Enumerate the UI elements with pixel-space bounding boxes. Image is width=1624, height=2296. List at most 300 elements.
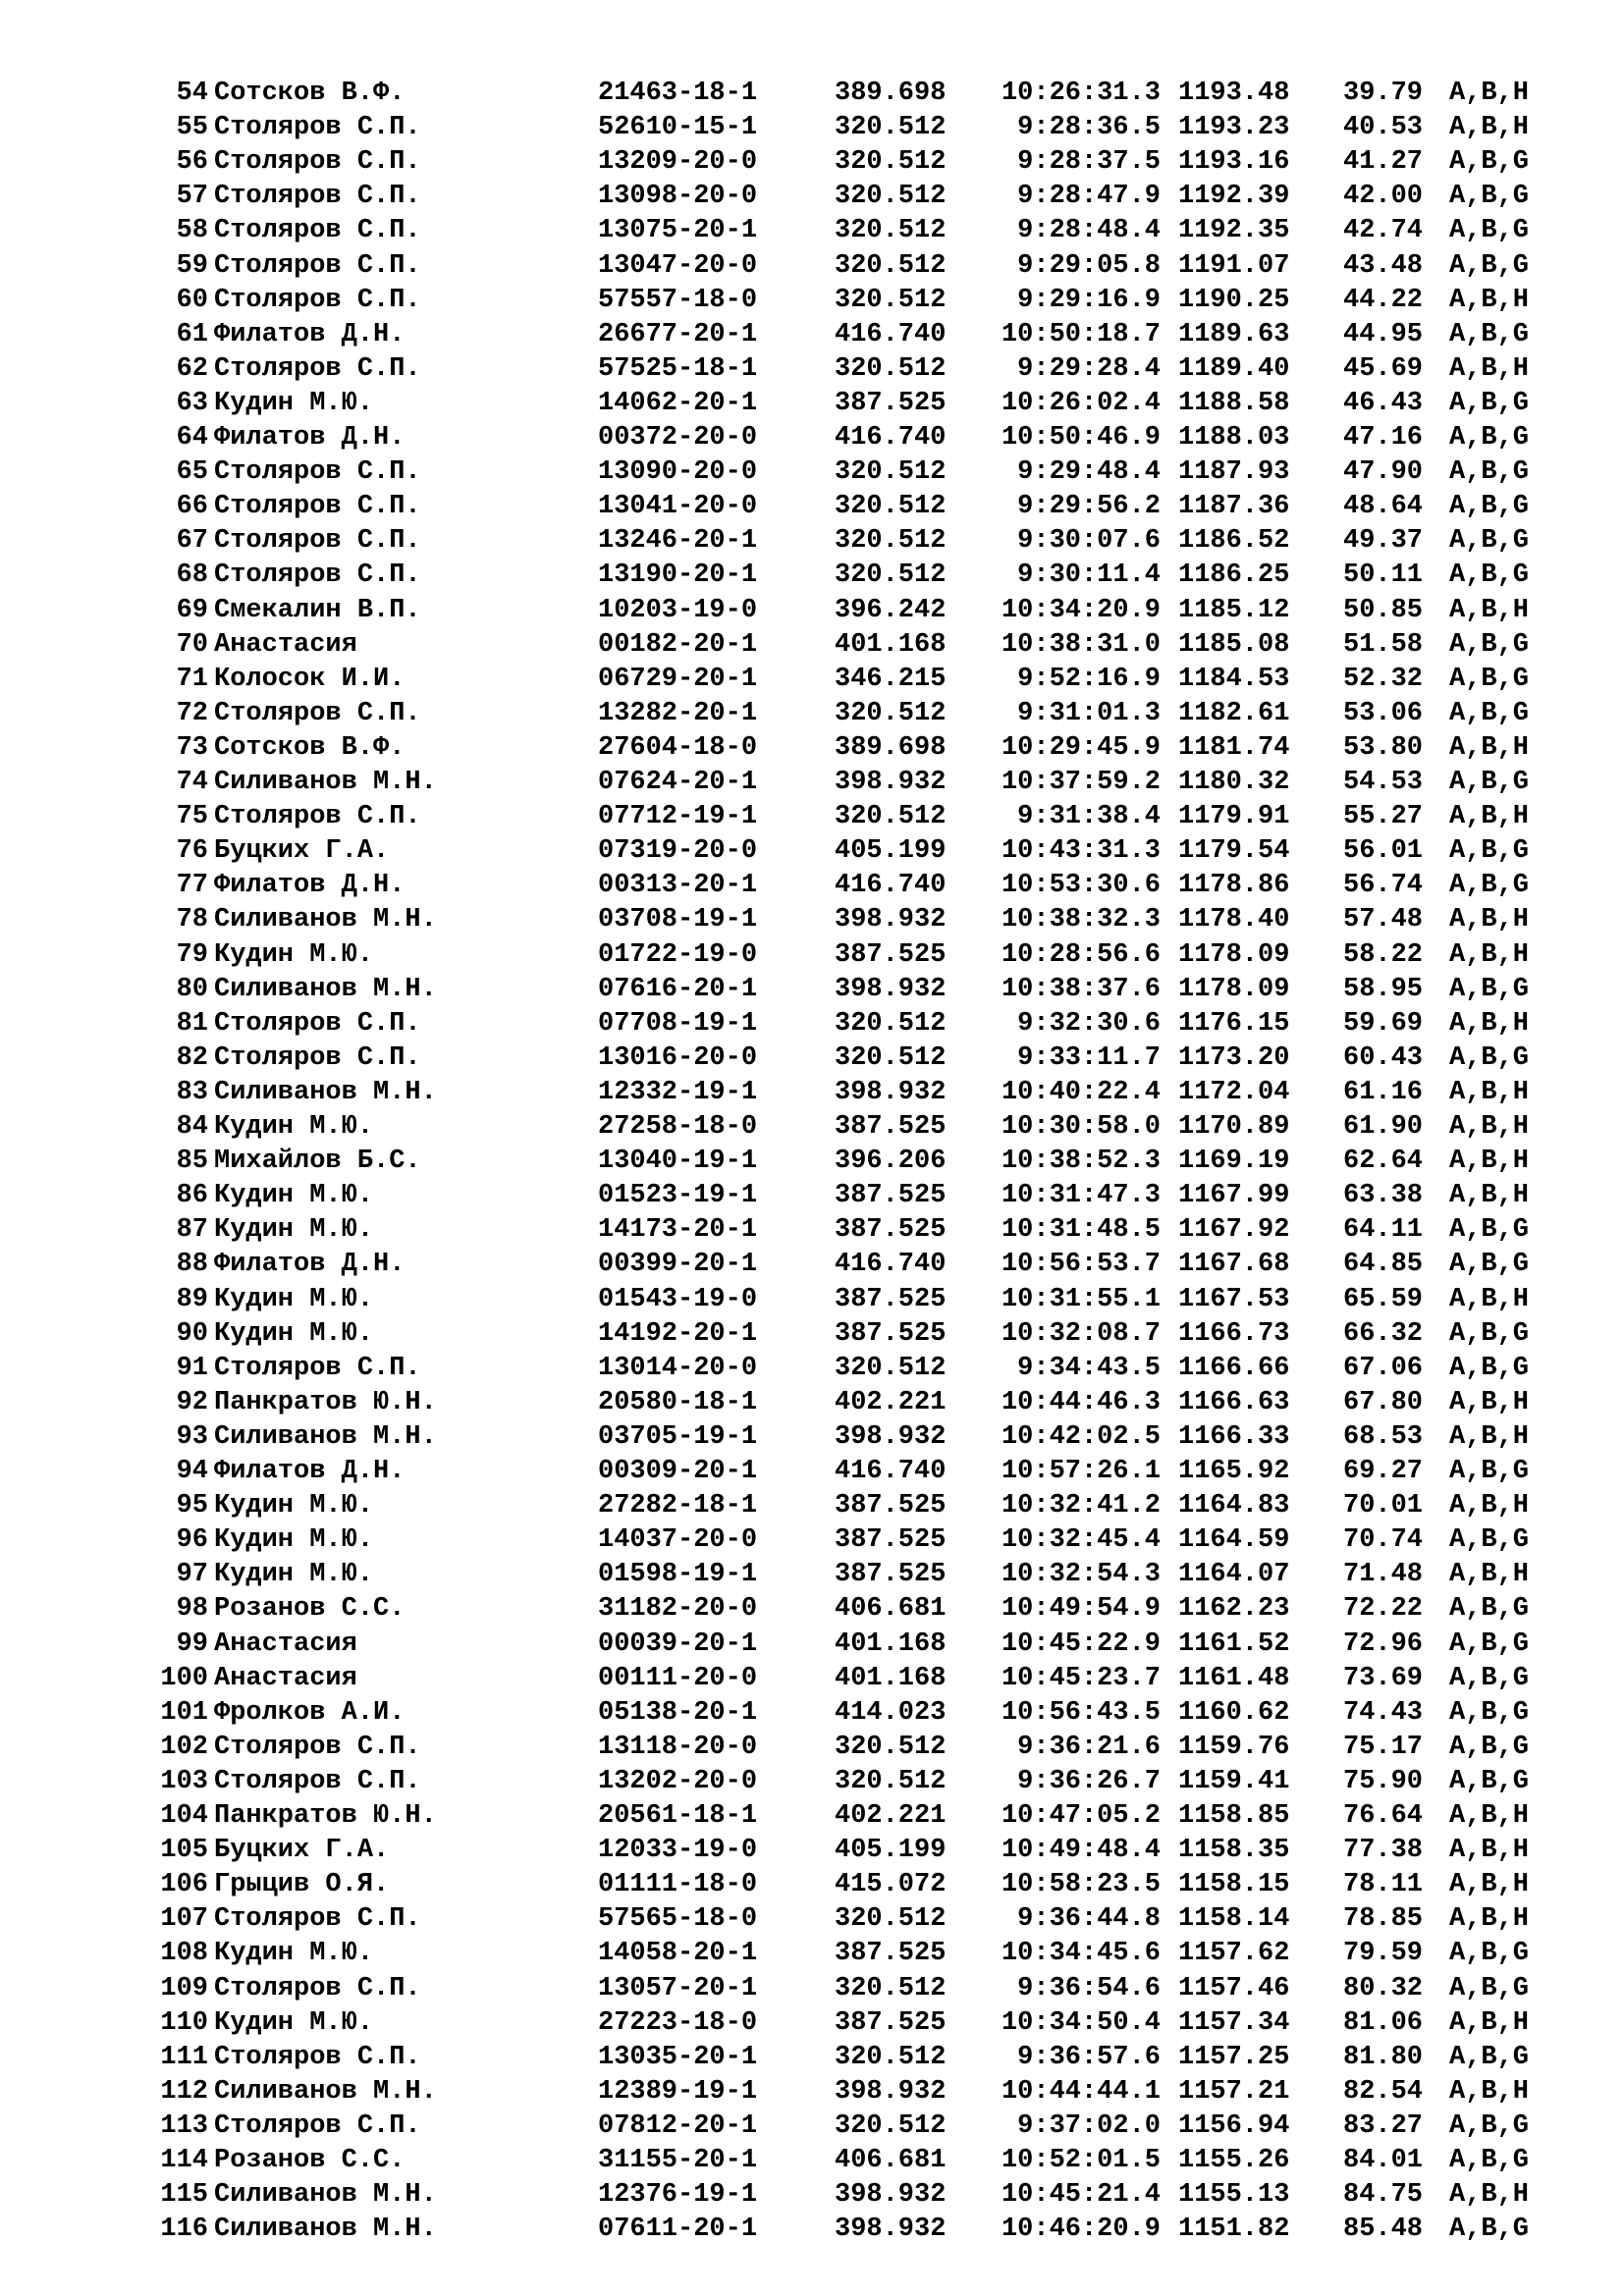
table-row [0,1799,1624,1834]
cell-time: 9:28:48.4 [1017,216,1161,246]
cell-place: 81 [176,1008,208,1039]
cell-time: 9:36:26.7 [1017,1766,1161,1796]
cell-speed: 1178.40 [1178,905,1290,935]
cell-points: 64.85 [1343,1250,1424,1280]
cell-flags: A,B,H [1449,2007,1530,2038]
cell-name: Кудин М.Ю. [214,1318,374,1349]
cell-distance: 406.681 [835,1594,947,1625]
cell-time: 10:32:54.3 [1001,1560,1161,1590]
cell-time: 10:31:47.3 [1001,1181,1161,1211]
cell-speed: 1191.07 [1178,250,1290,281]
cell-name: Столяров С.П. [214,1042,421,1073]
cell-ring: 13098-20-0 [598,182,758,212]
cell-ring: 13035-20-1 [598,2042,758,2072]
table-row [0,145,1624,180]
cell-name: Столяров С.П. [214,216,421,246]
cell-ring: 07708-19-1 [598,1008,758,1039]
cell-place: 74 [176,768,208,797]
cell-ring: 00399-20-1 [598,1250,758,1280]
cell-flags: A,B,G [1449,1215,1530,1246]
cell-place: 99 [176,1629,208,1659]
cell-time: 9:36:21.6 [1017,1732,1161,1762]
cell-place: 95 [176,1491,208,1522]
cell-name: Буцких Г.А. [214,1836,390,1866]
cell-name: Столяров С.П. [214,698,421,728]
cell-ring: 14173-20-1 [598,1215,758,1246]
cell-distance: 389.698 [835,732,947,763]
cell-time: 10:49:48.4 [1001,1836,1161,1866]
cell-points: 84.75 [1343,2180,1424,2211]
cell-name: Столяров С.П. [214,561,421,591]
cell-place: 108 [160,1939,208,1969]
cell-flags: A,B,H [1449,1181,1530,1211]
table-row [0,697,1624,731]
table-row [0,1834,1624,1868]
table-row [0,1489,1624,1523]
cell-speed: 1158.85 [1178,1801,1290,1831]
cell-speed: 1173.20 [1178,1042,1290,1073]
table-row [0,594,1624,628]
table-row [0,1455,1624,1489]
cell-ring: 00309-20-1 [598,1457,758,1486]
cell-name: Кудин М.Ю. [214,1181,374,1211]
cell-ring: 00313-20-1 [598,871,758,901]
cell-points: 77.38 [1343,1836,1424,1866]
table-row [0,387,1624,421]
cell-ring: 00111-20-0 [598,1663,758,1693]
table-row [0,214,1624,248]
cell-flags: A,B,G [1449,2146,1530,2175]
table-row [0,1696,1624,1731]
cell-points: 47.90 [1343,457,1424,488]
cell-name: Кудин М.Ю. [214,1939,374,1969]
cell-distance: 398.932 [835,2215,947,2245]
cell-name: Силиванов М.Н. [214,1421,437,1452]
cell-place: 116 [160,2215,208,2245]
cell-flags: A,B,G [1449,698,1530,728]
cell-speed: 1178.09 [1178,939,1290,970]
cell-name: Анастасия [214,629,357,660]
cell-flags: A,B,G [1449,1766,1530,1796]
cell-name: Столяров С.П. [214,147,421,178]
cell-time: 10:38:52.3 [1001,1147,1161,1177]
cell-speed: 1188.03 [1178,423,1290,453]
cell-time: 10:34:50.4 [1001,2007,1161,2038]
cell-time: 10:29:45.9 [1001,732,1161,763]
table-row [0,2213,1624,2247]
cell-time: 9:28:47.9 [1017,182,1161,212]
cell-name: Столяров С.П. [214,1766,421,1796]
cell-points: 47.16 [1343,423,1424,453]
cell-place: 86 [176,1181,208,1211]
cell-points: 72.96 [1343,1629,1424,1659]
cell-name: Колосок И.И. [214,664,406,694]
cell-place: 106 [160,1870,208,1900]
cell-flags: A,B,G [1449,1525,1530,1556]
cell-distance: 320.512 [835,698,947,728]
cell-ring: 12376-19-1 [598,2180,758,2211]
cell-flags: A,B,G [1449,2042,1530,2072]
cell-distance: 320.512 [835,285,947,315]
cell-place: 60 [176,285,208,315]
cell-place: 61 [176,319,208,349]
table-row [0,2144,1624,2178]
cell-points: 53.80 [1343,732,1424,763]
table-row [0,490,1624,524]
cell-time: 9:30:11.4 [1017,561,1161,591]
cell-speed: 1158.35 [1178,1836,1290,1866]
cell-points: 82.54 [1343,2076,1424,2107]
cell-flags: A,B,G [1449,871,1530,901]
cell-speed: 1158.15 [1178,1870,1290,1900]
cell-place: 115 [160,2180,208,2211]
cell-speed: 1178.09 [1178,974,1290,1004]
cell-name: Смекалин В.П. [214,595,421,625]
cell-time: 10:31:55.1 [1001,1284,1161,1314]
table-row [0,1213,1624,1248]
cell-distance: 387.525 [835,388,947,418]
cell-time: 10:32:08.7 [1001,1318,1161,1349]
cell-ring: 07712-19-1 [598,802,758,832]
table-row [0,1902,1624,1937]
cell-flags: A,B,H [1449,939,1530,970]
cell-points: 63.38 [1343,1181,1424,1211]
cell-flags: A,B,G [1449,836,1530,867]
cell-ring: 26677-20-1 [598,319,758,349]
cell-time: 10:37:59.2 [1001,768,1161,797]
cell-time: 10:50:46.9 [1001,423,1161,453]
cell-place: 104 [160,1801,208,1831]
cell-speed: 1156.94 [1178,2110,1290,2141]
cell-flags: A,B,G [1449,1663,1530,1693]
cell-time: 9:29:56.2 [1017,492,1161,522]
cell-name: Силиванов М.Н. [214,2180,437,2211]
cell-distance: 320.512 [835,1973,947,2003]
cell-name: Столяров С.П. [214,1732,421,1762]
cell-speed: 1169.19 [1178,1147,1290,1177]
table-row [0,455,1624,490]
table-row [0,1868,1624,1902]
cell-time: 10:26:02.4 [1001,388,1161,418]
cell-distance: 402.221 [835,1801,947,1831]
cell-place: 62 [176,353,208,384]
cell-distance: 398.932 [835,974,947,1004]
cell-flags: A,B,G [1449,664,1530,694]
cell-name: Столяров С.П. [214,1973,421,2003]
cell-points: 55.27 [1343,802,1424,832]
cell-speed: 1160.62 [1178,1697,1290,1728]
cell-ring: 14062-20-1 [598,388,758,418]
cell-points: 58.95 [1343,974,1424,1004]
cell-place: 93 [176,1421,208,1452]
cell-speed: 1178.86 [1178,871,1290,901]
cell-distance: 405.199 [835,1836,947,1866]
cell-place: 56 [176,147,208,178]
cell-flags: A,B,G [1449,1629,1530,1659]
cell-ring: 13202-20-0 [598,1766,758,1796]
cell-ring: 13016-20-0 [598,1042,758,1073]
table-row [0,1352,1624,1386]
cell-points: 59.69 [1343,1008,1424,1039]
cell-speed: 1170.89 [1178,1112,1290,1142]
table-row [0,973,1624,1007]
cell-place: 102 [160,1732,208,1762]
cell-speed: 1157.62 [1178,1939,1290,1969]
cell-flags: A,B,G [1449,974,1530,1004]
cell-name: Силиванов М.Н. [214,1077,437,1107]
cell-points: 56.74 [1343,871,1424,901]
cell-distance: 320.512 [835,147,947,178]
cell-distance: 398.932 [835,905,947,935]
cell-distance: 396.242 [835,595,947,625]
table-row [0,1937,1624,1971]
cell-speed: 1181.74 [1178,732,1290,763]
cell-flags: A,B,G [1449,388,1530,418]
cell-points: 49.37 [1343,526,1424,557]
cell-place: 114 [160,2146,208,2175]
cell-flags: A,B,G [1449,319,1530,349]
table-row [0,1731,1624,1765]
cell-flags: A,B,H [1449,2180,1530,2211]
cell-ring: 03708-19-1 [598,905,758,935]
cell-place: 109 [160,1973,208,2003]
cell-time: 10:56:53.7 [1001,1250,1161,1280]
cell-distance: 398.932 [835,2180,947,2211]
cell-place: 72 [176,698,208,728]
cell-flags: A,B,G [1449,147,1530,178]
table-row [0,180,1624,214]
cell-time: 10:34:20.9 [1001,595,1161,625]
cell-speed: 1151.82 [1178,2215,1290,2245]
cell-points: 80.32 [1343,1973,1424,2003]
cell-place: 68 [176,561,208,591]
cell-points: 44.95 [1343,319,1424,349]
table-row [0,731,1624,766]
cell-time: 10:26:31.3 [1001,79,1161,108]
cell-place: 96 [176,1525,208,1556]
cell-distance: 320.512 [835,1042,947,1073]
cell-distance: 415.072 [835,1870,947,1900]
cell-name: Столяров С.П. [214,285,421,315]
cell-name: Фролков А.И. [214,1697,406,1728]
cell-time: 10:49:54.9 [1001,1594,1161,1625]
cell-time: 10:57:26.1 [1001,1457,1161,1486]
cell-speed: 1185.08 [1178,629,1290,660]
cell-distance: 346.215 [835,664,947,694]
cell-speed: 1159.41 [1178,1766,1290,1796]
cell-points: 40.53 [1343,113,1424,143]
cell-name: Столяров С.П. [214,457,421,488]
cell-distance: 387.525 [835,1181,947,1211]
cell-place: 91 [176,1353,208,1383]
cell-ring: 06729-20-1 [598,664,758,694]
cell-ring: 13040-19-1 [598,1147,758,1177]
cell-points: 75.17 [1343,1732,1424,1762]
cell-distance: 320.512 [835,802,947,832]
table-row [0,284,1624,318]
cell-ring: 27604-18-0 [598,732,758,763]
cell-distance: 414.023 [835,1697,947,1728]
cell-time: 10:45:22.9 [1001,1629,1161,1659]
cell-time: 9:30:07.6 [1017,526,1161,557]
cell-distance: 398.932 [835,1077,947,1107]
table-row [0,1628,1624,1662]
cell-name: Кудин М.Ю. [214,1525,374,1556]
cell-points: 46.43 [1343,388,1424,418]
cell-place: 58 [176,216,208,246]
cell-speed: 1192.35 [1178,216,1290,246]
cell-speed: 1189.40 [1178,353,1290,384]
cell-speed: 1193.23 [1178,113,1290,143]
cell-place: 59 [176,250,208,281]
cell-points: 41.27 [1343,147,1424,178]
cell-ring: 57525-18-1 [598,353,758,384]
cell-name: Филатов Д.Н. [214,423,406,453]
cell-flags: A,B,G [1449,768,1530,797]
cell-time: 9:34:43.5 [1017,1353,1161,1383]
cell-time: 10:53:30.6 [1001,871,1161,901]
cell-points: 39.79 [1343,79,1424,108]
cell-speed: 1190.25 [1178,285,1290,315]
cell-ring: 01111-18-0 [598,1870,758,1900]
cell-speed: 1162.23 [1178,1594,1290,1625]
cell-time: 10:46:20.9 [1001,2215,1161,2245]
cell-place: 103 [160,1766,208,1796]
cell-flags: A,B,H [1449,595,1530,625]
cell-place: 82 [176,1042,208,1073]
table-row [0,2006,1624,2041]
cell-speed: 1193.48 [1178,79,1290,108]
table-row [0,1662,1624,1696]
cell-speed: 1186.52 [1178,526,1290,557]
cell-name: Кудин М.Ю. [214,388,374,418]
cell-flags: A,B,G [1449,1973,1530,2003]
cell-place: 63 [176,388,208,418]
cell-flags: A,B,H [1449,1077,1530,1107]
table-row [0,1420,1624,1455]
cell-points: 67.06 [1343,1353,1424,1383]
cell-flags: A,B,G [1449,629,1530,660]
cell-name: Столяров С.П. [214,492,421,522]
cell-distance: 320.512 [835,250,947,281]
cell-distance: 320.512 [835,457,947,488]
cell-flags: A,B,G [1449,526,1530,557]
cell-speed: 1185.12 [1178,595,1290,625]
cell-ring: 13075-20-1 [598,216,758,246]
cell-points: 83.27 [1343,2110,1424,2141]
table-row [0,2178,1624,2213]
cell-distance: 387.525 [835,939,947,970]
cell-flags: A,B,H [1449,1387,1530,1417]
cell-points: 61.16 [1343,1077,1424,1107]
cell-flags: A,B,H [1449,1112,1530,1142]
cell-ring: 13190-20-1 [598,561,758,591]
table-row [0,1592,1624,1627]
cell-place: 78 [176,905,208,935]
cell-name: Филатов Д.Н. [214,319,406,349]
cell-points: 64.11 [1343,1215,1424,1246]
cell-speed: 1193.16 [1178,147,1290,178]
cell-speed: 1159.76 [1178,1732,1290,1762]
table-row [0,1523,1624,1558]
cell-distance: 416.740 [835,1250,947,1280]
cell-distance: 401.168 [835,629,947,660]
cell-ring: 13282-20-1 [598,698,758,728]
cell-points: 62.64 [1343,1147,1424,1177]
cell-ring: 07611-20-1 [598,2215,758,2245]
cell-name: Кудин М.Ю. [214,1215,374,1246]
cell-flags: A,B,G [1449,1318,1530,1349]
cell-ring: 13090-20-0 [598,457,758,488]
cell-distance: 320.512 [835,113,947,143]
cell-speed: 1167.92 [1178,1215,1290,1246]
table-row [0,1110,1624,1145]
cell-place: 64 [176,423,208,453]
cell-place: 113 [160,2110,208,2141]
cell-flags: A,B,H [1449,905,1530,935]
cell-flags: A,B,G [1449,423,1530,453]
cell-speed: 1189.63 [1178,319,1290,349]
cell-flags: A,B,H [1449,285,1530,315]
table-row [0,2075,1624,2109]
cell-time: 9:29:48.4 [1017,457,1161,488]
cell-distance: 396.206 [835,1147,947,1177]
table-row [0,1145,1624,1179]
cell-speed: 1186.25 [1178,561,1290,591]
table-row [0,1317,1624,1352]
cell-distance: 387.525 [835,1112,947,1142]
cell-points: 74.43 [1343,1697,1424,1728]
cell-name: Столяров С.П. [214,526,421,557]
cell-flags: A,B,G [1449,1594,1530,1625]
table-row [0,1558,1624,1592]
cell-ring: 12389-19-1 [598,2076,758,2107]
cell-ring: 27282-18-1 [598,1491,758,1522]
cell-distance: 416.740 [835,1457,947,1486]
cell-distance: 401.168 [835,1629,947,1659]
cell-distance: 320.512 [835,182,947,212]
cell-place: 89 [176,1284,208,1314]
cell-ring: 13047-20-0 [598,250,758,281]
cell-ring: 27223-18-0 [598,2007,758,2038]
cell-points: 69.27 [1343,1457,1424,1486]
cell-time: 9:36:57.6 [1017,2042,1161,2072]
cell-name: Анастасия [214,1663,357,1693]
cell-distance: 320.512 [835,1732,947,1762]
cell-flags: A,B,G [1449,1250,1530,1280]
cell-ring: 31182-20-0 [598,1594,758,1625]
cell-time: 10:31:48.5 [1001,1215,1161,1246]
table-row [0,663,1624,697]
cell-ring: 07616-20-1 [598,974,758,1004]
table-row [0,2109,1624,2144]
cell-ring: 31155-20-1 [598,2146,758,2175]
table-row [0,1007,1624,1041]
cell-speed: 1167.99 [1178,1181,1290,1211]
cell-name: Панкратов Ю.Н. [214,1801,437,1831]
cell-time: 9:32:30.6 [1017,1008,1161,1039]
cell-distance: 389.698 [835,79,947,108]
cell-time: 10:38:37.6 [1001,974,1161,1004]
cell-points: 75.90 [1343,1766,1424,1796]
cell-name: Силиванов М.Н. [214,905,437,935]
cell-flags: A,B,G [1449,1732,1530,1762]
table-row [0,1248,1624,1282]
cell-ring: 14037-20-0 [598,1525,758,1556]
cell-points: 43.48 [1343,250,1424,281]
cell-points: 73.69 [1343,1663,1424,1693]
cell-points: 58.22 [1343,939,1424,970]
